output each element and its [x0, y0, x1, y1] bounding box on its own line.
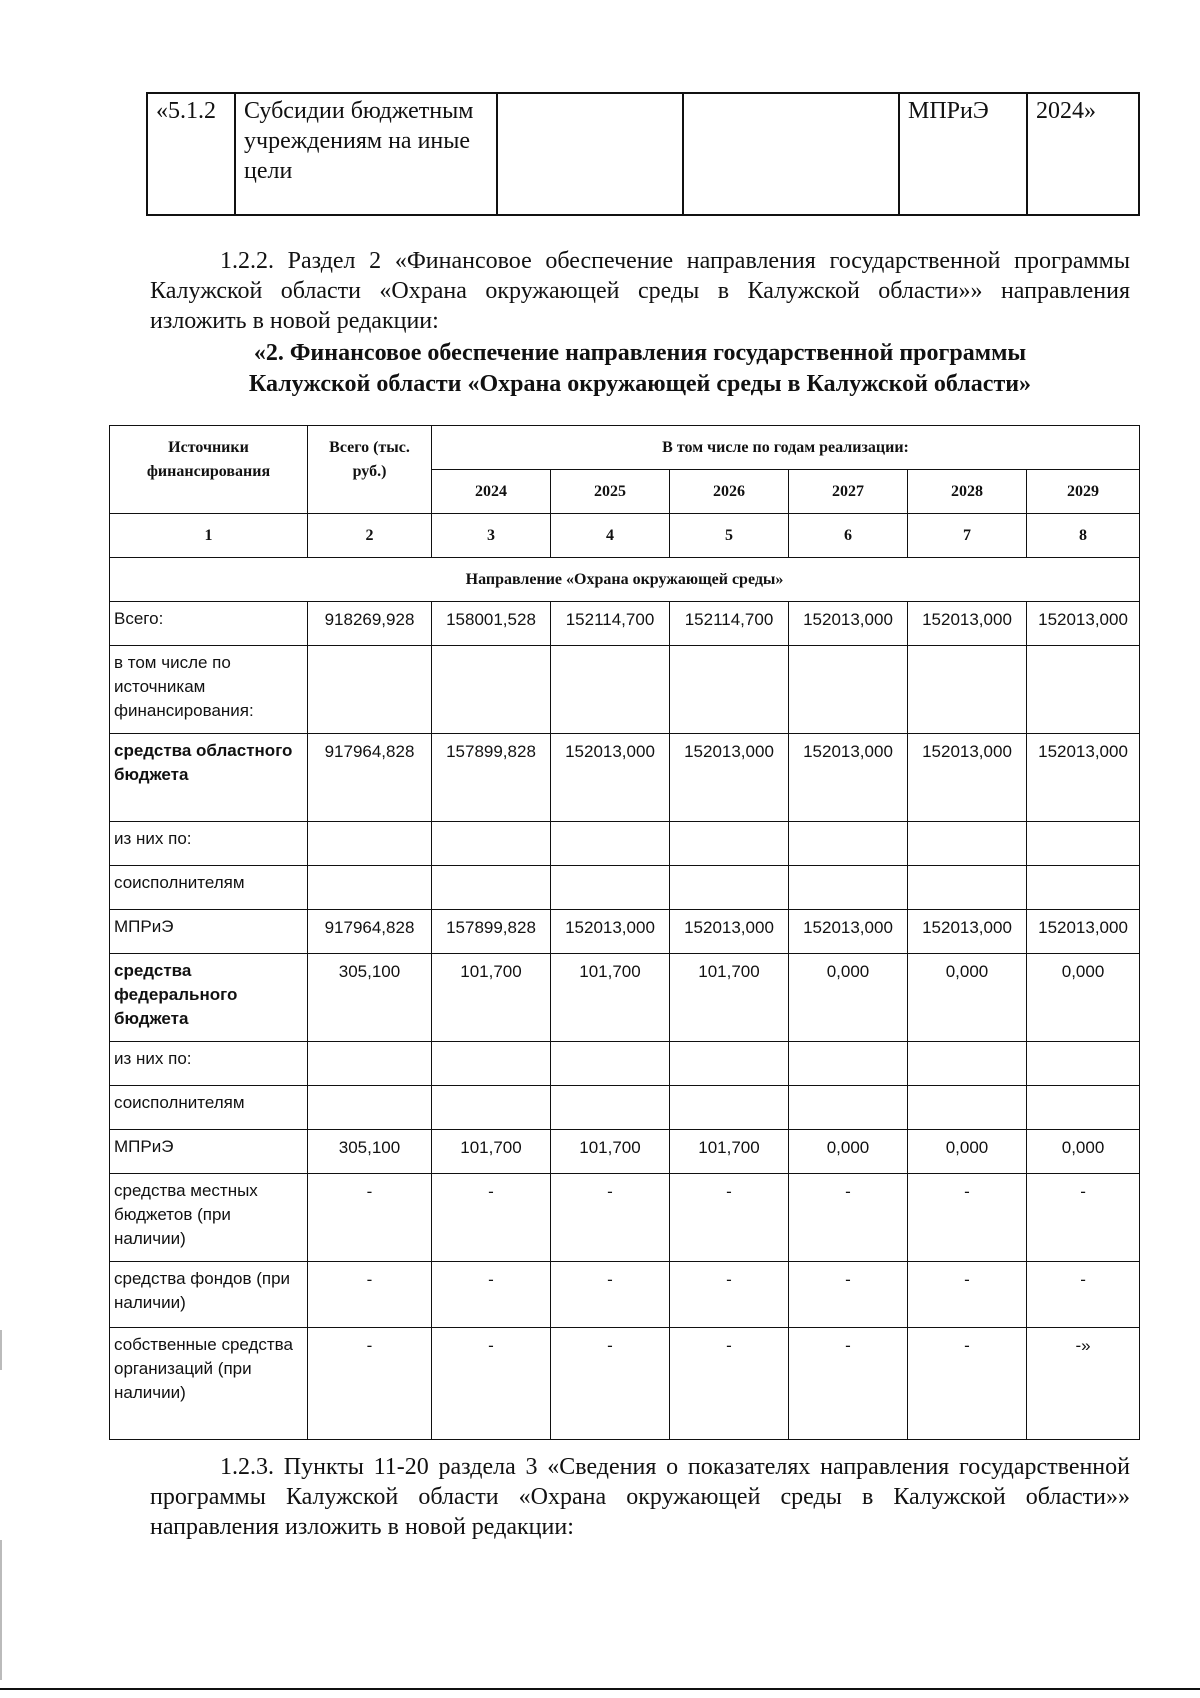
row-col4	[683, 93, 899, 215]
row-value	[1027, 1042, 1140, 1086]
row-value	[908, 646, 1027, 734]
row-value: -	[308, 1174, 432, 1262]
row-value	[789, 866, 908, 910]
header-year: 2025	[551, 470, 670, 514]
row-value: -	[789, 1328, 908, 1440]
table-row	[110, 1328, 1140, 1440]
row-value: -	[670, 1262, 789, 1328]
row-value	[1027, 822, 1140, 866]
row-value	[551, 1042, 670, 1086]
table-row	[110, 1042, 1140, 1086]
row-value: -	[432, 1174, 551, 1262]
heading-line-2: Калужской области «Охрана окружающей среды в Калужской области»	[248, 371, 1032, 397]
row-value: -	[551, 1262, 670, 1328]
row-value: 157899,828	[432, 734, 551, 822]
row-value: 0,000	[1027, 954, 1140, 1042]
scan-artifact	[0, 1330, 2, 1370]
row-value: 152013,000	[1027, 602, 1140, 646]
row-value	[789, 1042, 908, 1086]
row-value: 152013,000	[789, 734, 908, 822]
row-label: соисполнителям	[110, 1086, 308, 1130]
row-value: -	[908, 1328, 1027, 1440]
paragraph-1-2-2-text: 1.2.2. Раздел 2 «Финансовое обеспечение направления государственной программы Калужской области «Охрана окружающей среды в Калужской области»» направления изложить в новой редакции:	[150, 248, 1130, 334]
row-label: МПРиЭ	[110, 910, 308, 954]
row-value: 152013,000	[789, 602, 908, 646]
row-value: -	[551, 1328, 670, 1440]
row-value	[908, 822, 1027, 866]
header-year: 2028	[908, 470, 1027, 514]
row-value	[432, 646, 551, 734]
row-value: -	[670, 1328, 789, 1440]
row-value: 101,700	[670, 954, 789, 1042]
row-label: в том числе по источникам финансирования:	[110, 646, 308, 734]
table-row	[110, 822, 1140, 866]
table-row	[110, 910, 1140, 954]
row-executor: МПРиЭ	[899, 93, 1027, 215]
row-value	[432, 1042, 551, 1086]
row-value	[670, 646, 789, 734]
header-column-number: 3	[432, 514, 551, 558]
row-value: 152013,000	[551, 734, 670, 822]
row-value: -	[308, 1328, 432, 1440]
row-value: 152013,000	[1027, 910, 1140, 954]
row-label: соисполнителям	[110, 866, 308, 910]
row-value: 101,700	[432, 1130, 551, 1174]
row-value: -	[308, 1262, 432, 1328]
header-year: 2026	[670, 470, 789, 514]
row-value: 305,100	[308, 1130, 432, 1174]
row-label: МПРиЭ	[110, 1130, 308, 1174]
header-year: 2024	[432, 470, 551, 514]
row-value	[1027, 1086, 1140, 1130]
row-value	[908, 1042, 1027, 1086]
row-value	[551, 822, 670, 866]
row-value	[308, 822, 432, 866]
row-name: Субсидии бюджетным учреждениям на иные цели	[235, 93, 497, 215]
row-label: из них по:	[110, 1042, 308, 1086]
row-value	[551, 1086, 670, 1130]
table-row	[110, 866, 1140, 910]
paragraph-1-2-2	[150, 246, 1130, 336]
row-value: -»	[1027, 1328, 1140, 1440]
row-value: 101,700	[551, 954, 670, 1042]
row-value: 917964,828	[308, 734, 432, 822]
row-value: 158001,528	[432, 602, 551, 646]
row-value: 101,700	[551, 1130, 670, 1174]
row-value: -	[908, 1262, 1027, 1328]
row-value	[670, 1086, 789, 1130]
row-label: средства областного бюджета	[110, 734, 308, 822]
row-label: Всего:	[110, 602, 308, 646]
row-code: «5.1.2	[147, 93, 235, 215]
header-year: 2029	[1027, 470, 1140, 514]
table-row	[110, 734, 1140, 822]
row-value	[551, 646, 670, 734]
row-value: 101,700	[670, 1130, 789, 1174]
table-row	[110, 954, 1140, 1042]
row-value	[432, 866, 551, 910]
header-column-number: 4	[551, 514, 670, 558]
row-value: -	[1027, 1262, 1140, 1328]
header-total: Всего (тыс. руб.)	[308, 426, 432, 514]
row-value	[1027, 646, 1140, 734]
row-value: -	[551, 1174, 670, 1262]
row-value	[789, 646, 908, 734]
table-row	[110, 1262, 1140, 1328]
row-value: 152013,000	[908, 734, 1027, 822]
header-column-number: 8	[1027, 514, 1140, 558]
row-value	[308, 646, 432, 734]
heading-line-1: «2. Финансовое обеспечение направления государственной программы	[253, 340, 1027, 366]
header-column-number: 6	[789, 514, 908, 558]
row-value: 101,700	[432, 954, 551, 1042]
row-label: собственные средства организаций (при наличии)	[110, 1328, 308, 1440]
row-value: 152013,000	[908, 910, 1027, 954]
row-value: 152013,000	[670, 910, 789, 954]
row-value: 152013,000	[551, 910, 670, 954]
section-heading	[150, 338, 1130, 400]
row-value: 152013,000	[789, 910, 908, 954]
row-label: средства местных бюджетов (при наличии)	[110, 1174, 308, 1262]
row-value	[551, 866, 670, 910]
row-label: из них по:	[110, 822, 308, 866]
row-value: 157899,828	[432, 910, 551, 954]
row-value	[308, 866, 432, 910]
table-row	[110, 646, 1140, 734]
row-value: 152114,700	[670, 602, 789, 646]
table-row	[110, 1174, 1140, 1262]
row-value: -	[432, 1328, 551, 1440]
row-value	[670, 822, 789, 866]
row-col3	[497, 93, 683, 215]
header-column-number: 7	[908, 514, 1027, 558]
header-year: 2027	[789, 470, 908, 514]
row-year: 2024»	[1027, 93, 1139, 215]
header-column-number: 5	[670, 514, 789, 558]
row-value: 917964,828	[308, 910, 432, 954]
page-bottom-rule	[0, 1688, 1200, 1690]
row-label: средства федерального бюджета	[110, 954, 308, 1042]
financing-table	[109, 425, 1140, 1440]
row-value: -	[908, 1174, 1027, 1262]
row-value	[308, 1042, 432, 1086]
row-value: -	[789, 1262, 908, 1328]
header-sources: Источники финансирования	[110, 426, 308, 514]
row-value	[789, 822, 908, 866]
row-value: 152013,000	[908, 602, 1027, 646]
table-row	[110, 602, 1140, 646]
row-value	[908, 1086, 1027, 1130]
paragraph-1-2-3-text: 1.2.3. Пункты 11-20 раздела 3 «Сведения о показателях направления государственной программы Калужской области «Охрана окружающей среды в Калужской области»» направления изложить в новой редакции:	[150, 1454, 1130, 1540]
row-value	[789, 1086, 908, 1130]
table-row	[110, 1130, 1140, 1174]
row-value	[308, 1086, 432, 1130]
table-row	[147, 93, 1139, 215]
section-title: Направление «Охрана окружающей среды»	[110, 558, 1140, 602]
table-row	[110, 1086, 1140, 1130]
row-value: 0,000	[789, 1130, 908, 1174]
row-value: 0,000	[789, 954, 908, 1042]
row-value: -	[789, 1174, 908, 1262]
header-by-years: В том числе по годам реализации:	[432, 426, 1140, 470]
row-value: 0,000	[908, 1130, 1027, 1174]
row-value: 152114,700	[551, 602, 670, 646]
row-label: средства фондов (при наличии)	[110, 1262, 308, 1328]
row-value	[1027, 866, 1140, 910]
row-value: -	[670, 1174, 789, 1262]
paragraph-1-2-3	[150, 1452, 1130, 1542]
row-value: 0,000	[1027, 1130, 1140, 1174]
scan-artifact	[0, 1540, 2, 1680]
row-value: -	[1027, 1174, 1140, 1262]
row-value: 918269,928	[308, 602, 432, 646]
row-value: 152013,000	[670, 734, 789, 822]
row-value: 305,100	[308, 954, 432, 1042]
row-value	[908, 866, 1027, 910]
header-column-number: 2	[308, 514, 432, 558]
row-value: 152013,000	[1027, 734, 1140, 822]
row-value: -	[432, 1262, 551, 1328]
row-value	[670, 1042, 789, 1086]
row-value: 0,000	[908, 954, 1027, 1042]
header-column-number: 1	[110, 514, 308, 558]
previous-table-row	[146, 92, 1140, 216]
row-value	[670, 866, 789, 910]
row-value	[432, 822, 551, 866]
row-value	[432, 1086, 551, 1130]
